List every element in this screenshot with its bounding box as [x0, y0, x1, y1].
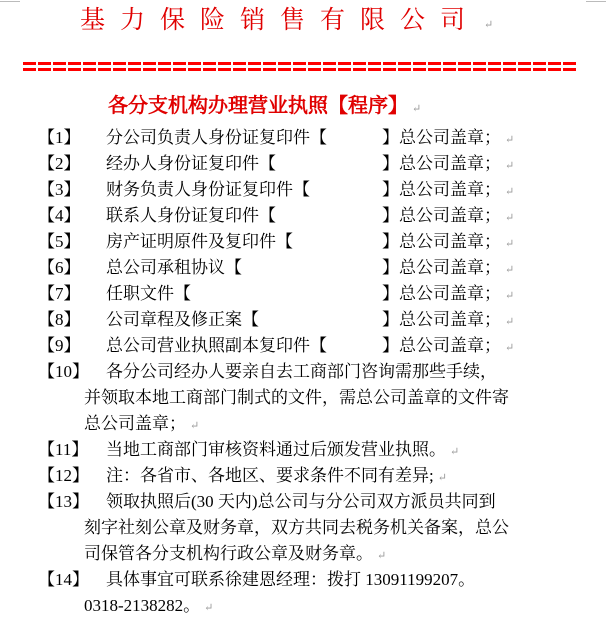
item-suffix [382, 203, 514, 231]
step-text: 并领取本地工商部门制式的文件，需总公司盖章的文件寄 [84, 388, 509, 407]
paragraph-mark: ↵ [484, 19, 509, 31]
item-text: 房产证明原件及复印件【 [106, 232, 293, 251]
item-suffix [382, 229, 514, 257]
page-corner-mark [0, 0, 20, 2]
step-line [106, 359, 497, 385]
paragraph-mark: ↵ [505, 290, 515, 302]
paragraph-mark: ↵ [505, 264, 515, 276]
paragraph-mark: ↵ [505, 212, 515, 224]
suffix-text: 】总公司盖章； [382, 154, 501, 173]
step-number: 【12】 [38, 466, 89, 485]
item-text: 经办人身份证复印件【 [106, 154, 276, 173]
item-text: 任职文件【 [106, 284, 191, 303]
paragraph-mark: ↵ [505, 186, 515, 198]
paragraph-mark: ↵ [505, 316, 515, 328]
page-corner-mark [586, 0, 606, 2]
item-suffix [382, 151, 514, 179]
item-text: 公司章程及修正案【 [106, 310, 259, 329]
item-suffix [382, 255, 514, 283]
item-number: 【4】 [38, 206, 81, 225]
step-number: 【14】 [38, 570, 89, 589]
item-text: 总公司承租协议【 [106, 258, 242, 277]
paragraph-mark: ↵ [450, 446, 460, 458]
paragraph-mark: ↵ [204, 602, 214, 614]
company-name-header [80, 4, 520, 42]
step-line [84, 515, 509, 541]
suffix-text: 】总公司盖章； [382, 180, 501, 199]
step-text: 刻字社刻公章及财务章，双方共同去税务机关备案，总公 [84, 518, 509, 537]
item-text: 分公司负责人身份证复印件【 [106, 128, 327, 147]
step-text: 领取执照后(30 天内)总公司与分公司双方派员共同到 [106, 492, 496, 511]
step-line [106, 437, 459, 463]
item-number: 【6】 [38, 258, 81, 277]
paragraph-mark: ↵ [377, 550, 387, 562]
paragraph-mark: ↵ [190, 420, 200, 432]
item-suffix [382, 177, 514, 205]
item-number: 【2】 [38, 154, 81, 173]
suffix-text: 】总公司盖章； [382, 206, 501, 225]
document-title [108, 93, 421, 122]
paragraph-mark: ↵ [505, 238, 515, 250]
step-number: 【11】 [38, 440, 89, 459]
paragraph-mark: ↵ [412, 103, 422, 115]
paragraph-mark: ↵ [505, 134, 515, 146]
step-text: 当地工商部门审核资料通过后颁发营业执照。 [106, 440, 446, 459]
item-text: 财务负责人身份证复印件【 [106, 180, 310, 199]
item-number: 【5】 [38, 232, 81, 251]
title-text: 各分支机构办理营业执照【程序】 [108, 95, 408, 117]
suffix-text: 】总公司盖章； [382, 336, 501, 355]
suffix-text: 】总公司盖章； [382, 284, 501, 303]
step-number: 【13】 [38, 492, 89, 511]
item-number: 【3】 [38, 180, 81, 199]
suffix-text: 】总公司盖章； [382, 258, 501, 277]
header-rule-bottom [23, 68, 576, 71]
step-text: 0318-2138282。 [84, 596, 201, 615]
step-line [106, 463, 447, 489]
step-line [84, 411, 199, 437]
suffix-text: 】总公司盖章； [382, 310, 501, 329]
step-line [106, 567, 475, 593]
item-number: 【1】 [38, 128, 81, 147]
item-number: 【9】 [38, 336, 81, 355]
item-number: 【8】 [38, 310, 81, 329]
item-text: 联系人身份证复印件【 [106, 206, 276, 225]
header-rule-top [23, 62, 576, 65]
step-number: 【10】 [38, 362, 89, 381]
company-name: 基力保险销售有限公司 [80, 7, 481, 34]
item-text: 总公司营业执照副本复印件【 [106, 336, 327, 355]
paragraph-mark: ↵ [437, 472, 447, 484]
step-text: 司保管各分支机构行政公章及财务章。 [84, 544, 373, 563]
step-text: 注：各省市、各地区、要求条件不同有差异; [106, 466, 434, 485]
suffix-text: 】总公司盖章； [382, 232, 501, 251]
step-line [84, 385, 509, 411]
step-line [84, 593, 213, 619]
item-number: 【7】 [38, 284, 81, 303]
paragraph-mark: ↵ [505, 160, 515, 172]
item-suffix [382, 307, 514, 335]
item-suffix [382, 333, 514, 361]
step-text: 具体事宜可联系徐建恩经理：拨打 13091199207。 [106, 570, 476, 589]
step-text: 总公司盖章； [84, 414, 186, 433]
item-suffix [382, 125, 514, 153]
paragraph-mark: ↵ [505, 342, 515, 354]
suffix-text: 】总公司盖章； [382, 128, 501, 147]
step-line [84, 541, 386, 567]
step-text: 各分公司经办人要亲自去工商部门咨询需那些手续， [106, 362, 497, 381]
item-suffix [382, 281, 514, 309]
step-line [106, 489, 496, 515]
